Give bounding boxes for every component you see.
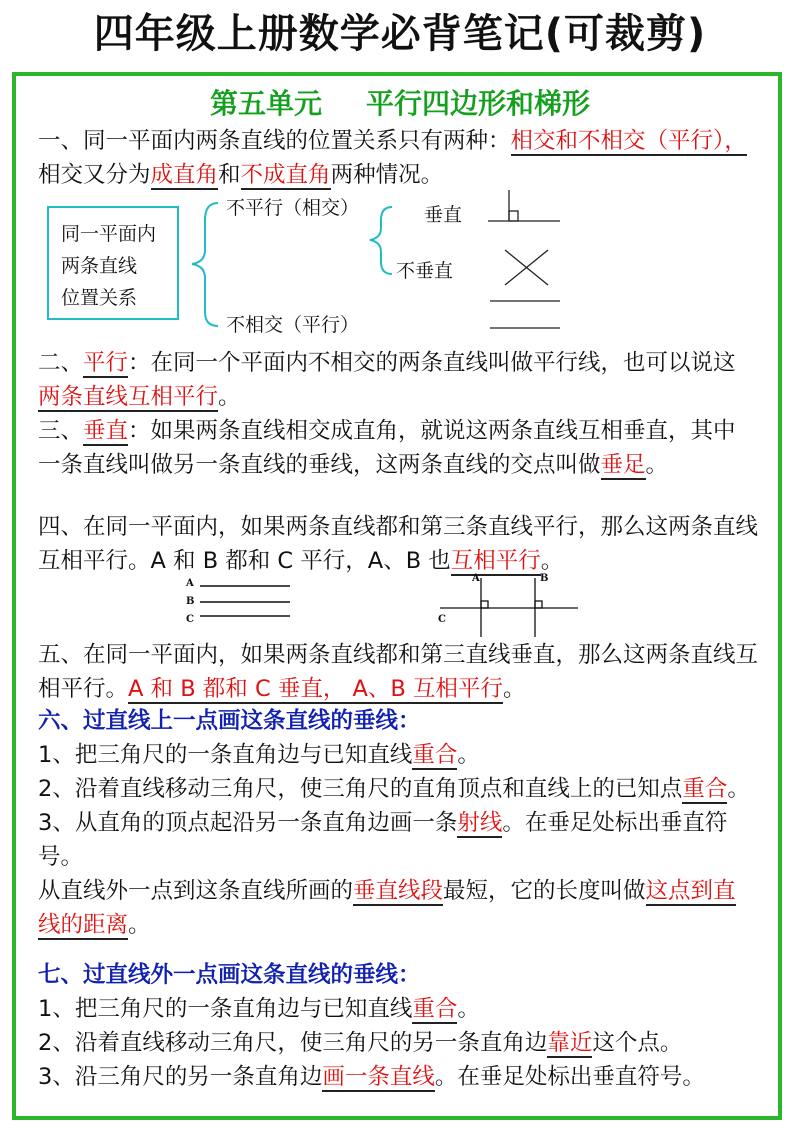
box-line-1: 同一平面内	[61, 223, 157, 245]
page-title: 四年级上册数学必背笔记(可裁剪)	[93, 11, 707, 57]
section-6	[38, 704, 758, 942]
s6-step-2-end: 。	[727, 776, 750, 802]
s7-step-3-text: 3、沿三角尺的另一条直角边	[38, 1064, 323, 1090]
big-brace	[192, 203, 218, 326]
section-3	[38, 414, 758, 482]
s2-num: 二、	[38, 350, 84, 376]
perpendicular-label: 垂直	[424, 204, 463, 226]
perpendicular-figure	[488, 190, 560, 221]
s1-end: 两种情况。	[330, 162, 444, 188]
s1-and: 和	[218, 162, 241, 188]
box-line-2: 两条直线	[61, 255, 138, 277]
s5-end: 。	[502, 676, 526, 702]
s1-not-right-angle: 不成直角	[240, 162, 331, 188]
s2-text: ：在同一个平面内不相交的两条直线叫做平行线，也可以说这	[128, 350, 736, 376]
s6-note-text: 从直线外一点到这条直线所画的	[38, 878, 354, 904]
three-parallel-figure	[200, 586, 290, 616]
fig-label-a: A	[186, 578, 194, 589]
s6-step-2	[38, 772, 758, 806]
section-7	[38, 958, 758, 1094]
s7-step-1	[38, 992, 758, 1026]
s7-step-2-key: 靠近	[547, 1030, 593, 1056]
fig2-label-a: A	[472, 573, 480, 584]
s7-step-3-end: 。在垂足处标出垂直符号。	[434, 1064, 705, 1090]
s6-step-2-key: 重合	[682, 776, 728, 802]
box-line-3: 位置关系	[61, 287, 138, 309]
s1-text-2: 相交又分为	[38, 162, 151, 188]
section-2	[38, 346, 758, 414]
s7-step-1-end: 。	[457, 996, 480, 1022]
fig2-label-b: B	[540, 573, 549, 584]
unit-name: 平行四边形和梯形	[366, 87, 591, 120]
s6-step-1	[38, 738, 758, 772]
s2-answer: 两条直线互相平行	[38, 384, 219, 410]
s7-heading: 七、过直线外一点画这条直线的垂线：	[38, 962, 421, 988]
s6-step-1-key: 重合	[412, 742, 458, 768]
s6-step-3-key: 射线	[457, 810, 503, 836]
s6-note-end: 。	[128, 912, 151, 938]
s3-num: 三、	[38, 418, 84, 444]
s6-note-key-2: 这点到直线的距离	[38, 878, 736, 938]
s7-step-2	[38, 1026, 758, 1060]
fig-label-b: B	[186, 596, 195, 607]
section-4	[38, 510, 758, 578]
s4-end: 。	[540, 548, 564, 574]
s6-note-key-1: 垂直线段	[353, 878, 444, 904]
small-brace	[370, 207, 392, 274]
s5-text: 五、在同一平面内，如果两条直线都和第三直线垂直，那么这两条直线互相平行。	[38, 642, 759, 702]
s4-text: 四、在同一平面内，如果两条直线都和第三条直线平行，那么这两条直线互相平行。A 和 B 都和 C 平行，A、B 也	[38, 514, 759, 574]
s3-keyword: 垂直	[83, 418, 129, 444]
unit-number: 第五单元	[209, 87, 322, 120]
s6-step-1-text: 1、把三角尺的一条直角边与已知直线	[38, 742, 413, 768]
s2-end: 。	[218, 384, 241, 410]
s6-step-3-end: 。在垂足处标出垂直符号。	[38, 810, 728, 870]
s2-keyword: 平行	[83, 350, 129, 376]
s6-step-1-end: 。	[457, 742, 480, 768]
s7-step-1-text: 1、把三角尺的一条直角边与已知直线	[38, 996, 413, 1022]
s7-step-3	[38, 1060, 758, 1094]
s7-step-1-key: 重合	[412, 996, 458, 1022]
s6-step-2-text: 2、沿着直线移动三角尺，使三角尺的直角顶点和直线上的已知点	[38, 776, 683, 802]
not-perpendicular-label: 不垂直	[396, 260, 454, 282]
parallel-label: 不相交（平行）	[226, 314, 360, 336]
intersect-figure	[505, 250, 548, 285]
fig2-label-c: C	[438, 614, 446, 625]
s3-answer: 垂足	[600, 452, 646, 478]
section-5	[38, 638, 758, 706]
s1-text: 一、同一平面内两条直线的位置关系只有两种：	[38, 128, 511, 154]
s5-answer: A 和 B 都和 C 垂直， A、B 互相平行	[128, 676, 503, 702]
s7-step-3-key: 画一条直线	[322, 1064, 435, 1090]
s7-step-2-text: 2、沿着直线移动三角尺，使三角尺的另一条直角边	[38, 1030, 548, 1056]
s6-note-text-2: 最短，它的长度叫做	[443, 878, 646, 904]
two-perpendicular-figure	[440, 578, 578, 637]
fig-label-c: C	[186, 614, 194, 625]
s6-heading: 六、过直线上一点画这条直线的垂线：	[38, 708, 421, 734]
s6-step-3-text: 3、从直角的顶点起沿另一条直角边画一条	[38, 810, 458, 836]
s3-text: ：如果两条直线相交成直角，就说这两条直线互相垂直，其中一条直线叫做另一条直线的垂线，这两条直线的交点叫做	[38, 418, 736, 478]
s1-keyword: 相交和不相交（平行），	[510, 128, 747, 154]
s3-end: 。	[645, 452, 669, 478]
s4-answer: 互相平行	[450, 548, 541, 574]
parallel-figure	[490, 301, 560, 328]
s6-note	[38, 874, 758, 942]
s1-right-angle: 成直角	[150, 162, 219, 188]
not-parallel-label: 不平行（相交）	[226, 197, 360, 219]
s7-step-2-end: 这个点。	[592, 1030, 683, 1056]
s6-step-3	[38, 806, 758, 874]
